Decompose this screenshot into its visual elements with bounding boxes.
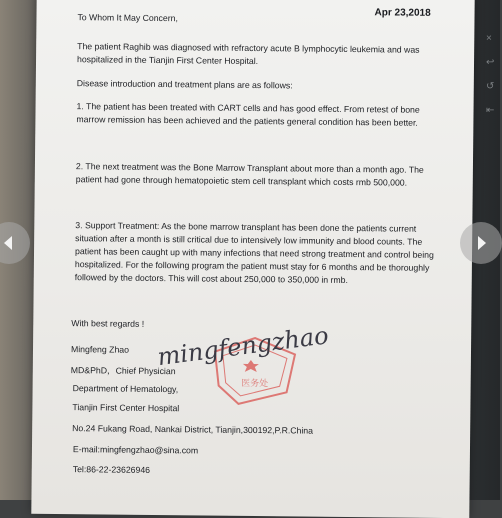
closing: With best regards !: [71, 318, 145, 329]
device-keys: × ↩ ↺ ⇤: [486, 33, 495, 116]
contact-email: E-mail:mingfengzhao@sina.com: [72, 444, 199, 456]
letter-date: Apr 23,2018: [374, 7, 431, 19]
paragraph-1: 1. The patient has been treated with CART cells and has good effect. From retest of bone marrow remission has been achieved and the patients general condition has been better.: [76, 101, 420, 128]
disease-heading: Disease introduction and treatment plans are as follows:: [76, 78, 293, 91]
paragraph-2: 2. The next treatment was the Bone Marrow Transplant about more than a month ago. The patient had gone through hematopoietic stem cell transplant which costs rmb 500,000.: [75, 161, 424, 188]
letter-paper: [31, 0, 474, 518]
chevron-right-icon: [472, 234, 490, 252]
paragraph-3: 3. Support Treatment: As the bone marrow transplant has been done the patients current situation after a month is still critical due to intensively low immunity and blood counts. The patient has been caught up with many infections that need strong treatment and control being hospitalized. For the following program the patient must stay for 6 months and be thoroughly followed by the doctors. This will cost about 250,000 to 350,000 in rmb.: [74, 220, 434, 285]
handwritten-signature: [151, 321, 331, 372]
department: Department of Hematology,: [72, 383, 179, 395]
salutation: To Whom It May Concern,: [77, 12, 178, 24]
hospital-address: No.24 Fukang Road, Nankai District, Tianjin,300192,P.R.China: [72, 423, 314, 436]
hospital-name: Tianjin First Center Hospital: [72, 402, 180, 414]
signatory-name: Mingfeng Zhao: [70, 344, 130, 355]
intro-paragraph: The patient Raghib was diagnosed with refractory acute B lymphocytic leukemia and was hospitalized in the Tianjin First Center Hospital.: [76, 41, 420, 67]
signatory-title: MD&PhD，Chief Physician: [70, 365, 176, 377]
contact-tel: Tel:86-22-23626946: [72, 464, 151, 475]
chevron-left-icon: [0, 234, 18, 252]
signature-text: mingfengzhao: [155, 321, 331, 372]
stamp-text: 医务处: [241, 378, 269, 390]
next-image-button[interactable]: [460, 222, 502, 264]
